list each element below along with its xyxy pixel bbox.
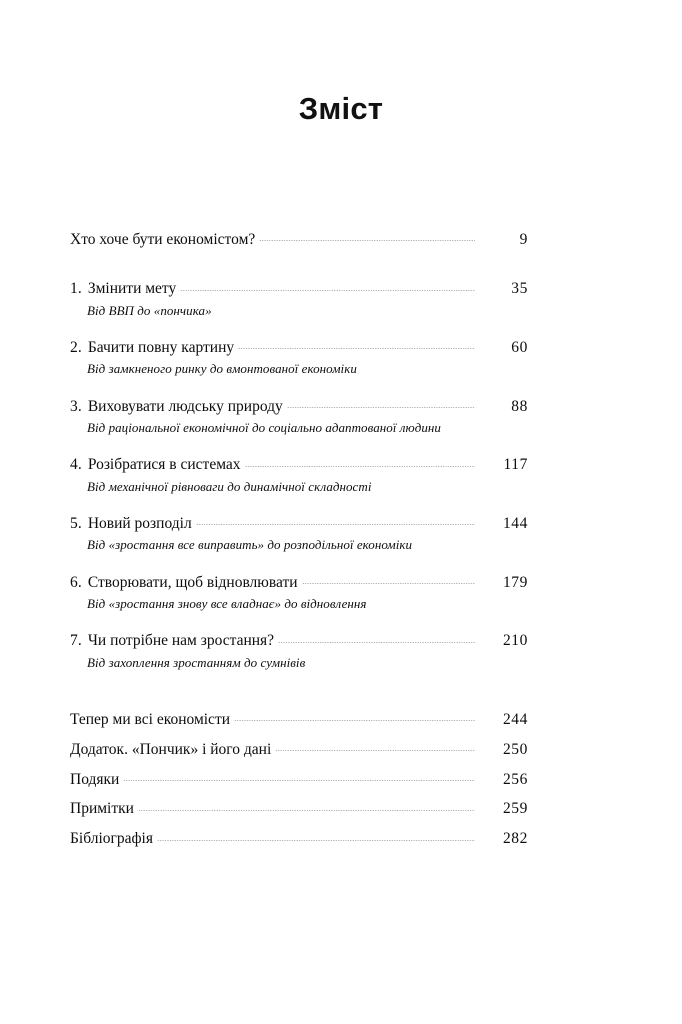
chapter-number: 6. [70,573,82,591]
entry-line [70,629,528,650]
entry-line [70,797,528,818]
chapter-subtitle: Від ВВП до «пончика» [87,302,212,318]
entry-title: Виховувати людську природу [87,397,283,415]
dot-leader [180,277,475,293]
chapter-number: 2. [70,339,82,356]
toc-entry-chapter[interactable] [70,277,528,319]
dot-leader [123,768,475,784]
chapter-subtitle: Від раціональної економічної до соціально адаптованої людини [87,420,441,435]
page-title: Зміст [298,91,384,126]
chapter-number: 7. [70,632,82,650]
dot-leader [157,827,475,843]
entry-title: Хто хоче бути економістом? [70,231,256,248]
entry-line [70,827,528,848]
toc-entry-front[interactable] [70,228,528,249]
entry-page-number: 244 [502,710,528,728]
chapter-subtitle: Від «зростання все виправить» до розподільної економіки [87,537,413,553]
toc-entry-chapter[interactable] [70,571,528,613]
toc-entry-back[interactable] [70,797,528,818]
entry-title: Подяки [70,770,120,788]
entry-line [70,277,528,298]
entry-line [70,228,528,249]
front-matter-section [70,228,528,249]
entry-page-number: 256 [502,770,528,788]
dot-leader [259,228,475,244]
entry-page-number: 282 [502,830,528,848]
entry-page-number: 88 [511,397,528,415]
dot-leader [234,708,475,724]
chapter-subtitle: Від «зростання знову все владнає» до відновлення [87,595,367,611]
entry-line [70,738,528,759]
entry-page-number: 144 [502,514,528,532]
entry-page-number: 250 [502,740,528,758]
toc-entry-chapter[interactable] [70,629,528,671]
entry-title: Створювати, щоб відновлювати [87,573,298,591]
dot-leader [302,571,475,587]
dot-leader [275,738,475,754]
entry-title: Розібратися в системах [87,456,241,474]
entry-line [70,768,528,789]
entry-line [70,571,528,592]
dot-leader [238,336,475,352]
toc-content [70,228,528,849]
chapter-subtitle: Від механічної рівноваги до динамічної складності [87,478,372,494]
entry-line [70,395,528,416]
chapter-number: 5. [70,514,82,532]
entry-page-number: 35 [511,280,528,298]
entry-title: Бачити повну картину [87,339,235,356]
toc-entry-chapter[interactable] [70,453,528,495]
entry-title: Новий розподіл [87,514,192,532]
toc-entry-chapter[interactable] [70,395,528,437]
entry-page-number: 117 [503,456,528,474]
entry-title: Бібліографія [70,830,153,848]
entry-page-number: 259 [502,800,528,818]
back-matter-section [70,708,528,849]
entry-page-number: 60 [511,339,528,356]
entry-title: Тепер ми всі економісти [70,710,231,728]
entry-line [70,512,528,533]
toc-entry-back[interactable] [70,708,528,729]
entry-line [70,453,528,474]
dot-leader [196,512,475,528]
toc-entry-chapter[interactable] [70,336,528,378]
dot-leader [138,797,475,813]
chapter-number: 4. [70,456,82,474]
chapter-subtitle: Від замкненого ринку до вмонтованої економіки [87,361,357,377]
entry-title: Змінити мету [87,280,177,298]
entry-title: Додаток. «Пончик» і його дані [70,740,272,758]
toc-entry-back[interactable] [70,827,528,848]
dot-leader [278,629,475,645]
entry-title: Чи потрібне нам зростання? [87,632,275,650]
toc-entry-back[interactable] [70,738,528,759]
toc-entry-chapter[interactable] [70,512,528,554]
entry-line [70,336,528,357]
chapter-number: 1. [70,280,82,298]
entry-title: Примітки [70,800,134,818]
chapter-number: 3. [70,397,82,415]
dot-leader [245,453,475,469]
chapter-subtitle: Від захоплення зростанням до сумнівів [87,654,306,670]
chapters-section [70,277,528,670]
entry-page-number: 210 [502,632,528,650]
entry-line [70,708,528,729]
toc-entry-back[interactable] [70,768,528,789]
entry-page-number: 179 [502,573,528,591]
dot-leader [287,395,475,411]
entry-page-number: 9 [519,231,528,248]
